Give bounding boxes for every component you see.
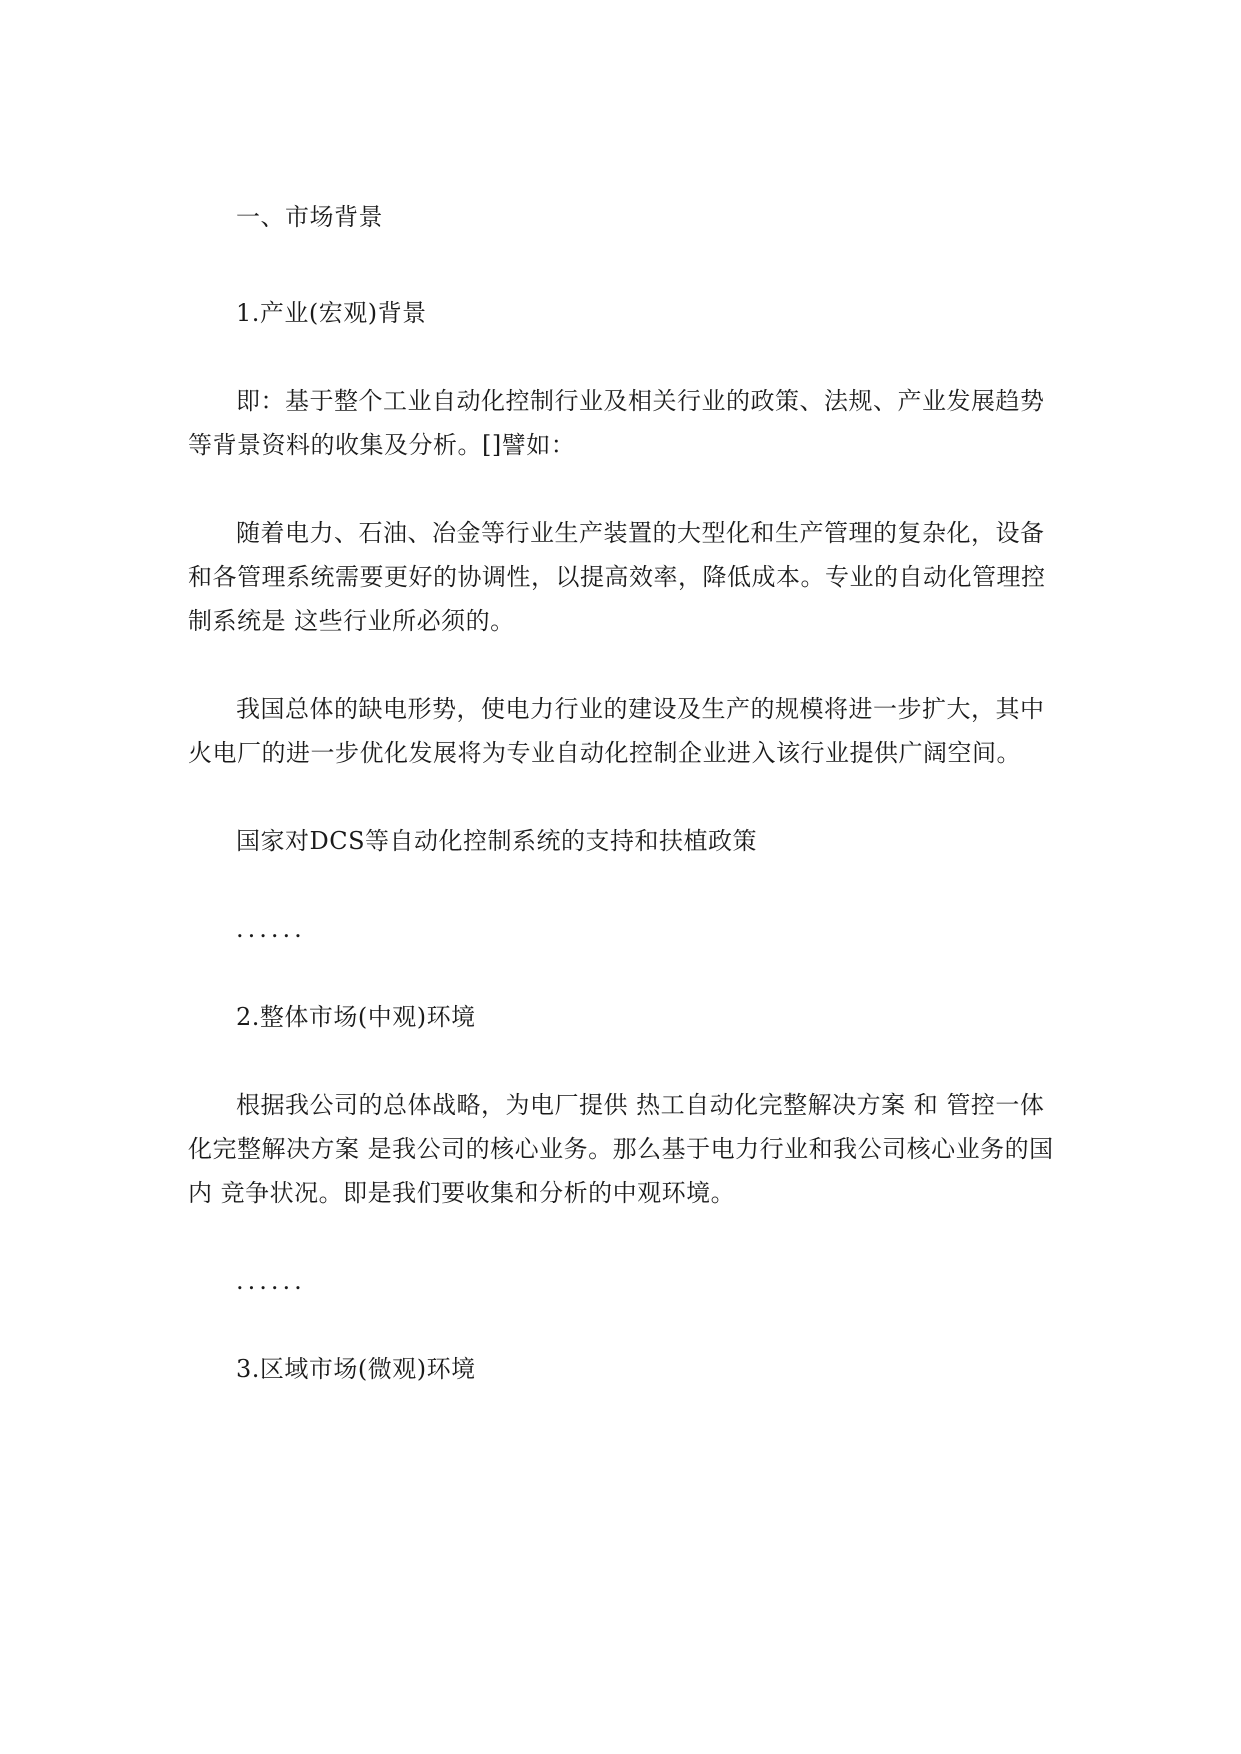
subheading-regional-market-micro: 3.区域市场(微观)环境 [236,1355,476,1383]
paragraph-power-shortage: 我国总体的缺电形势，使电力行业的建设及生产的规模将进一步扩大，其中火电厂的进一步优化发展将为专业自动化控制企业进入该行业提供广阔空间。 [188,695,1045,767]
paragraph-company-strategy: 根据我公司的总体战略，为电厂提供 热工自动化完整解决方案 和 管控一体化完整解决方案 是我公司的核心业务。那么基于电力行业和我公司核心业务的国内 竞争状况。即是我们要收集和分析的中观环境。 [188,1091,1054,1207]
subheading-industry-macro-background: 1.产业(宏观)背景 [236,299,427,327]
document-body [188,195,1058,1391]
paragraph-example-industries: 随着电力、石油、冶金等行业生产装置的大型化和生产管理的复杂化，设备和各管理系统需要更好的协调性，以提高效率，降低成本。专业的自动化管理控制系统是 这些行业所必须的。 [188,519,1046,635]
subheading-overall-market-meso: 2.整体市场(中观)环境 [236,1003,476,1031]
ellipsis-1: ...... [236,915,306,943]
ellipsis-2: ...... [236,1267,306,1295]
paragraph-definition: 即：基于整个工业自动化控制行业及相关行业的政策、法规、产业发展趋势等背景资料的收集及分析。[]譬如： [188,387,1045,459]
paragraph-dcs-policy: 国家对DCS等自动化控制系统的支持和扶植政策 [236,827,758,855]
section-heading-market-background: 一、市场背景 [236,203,383,231]
